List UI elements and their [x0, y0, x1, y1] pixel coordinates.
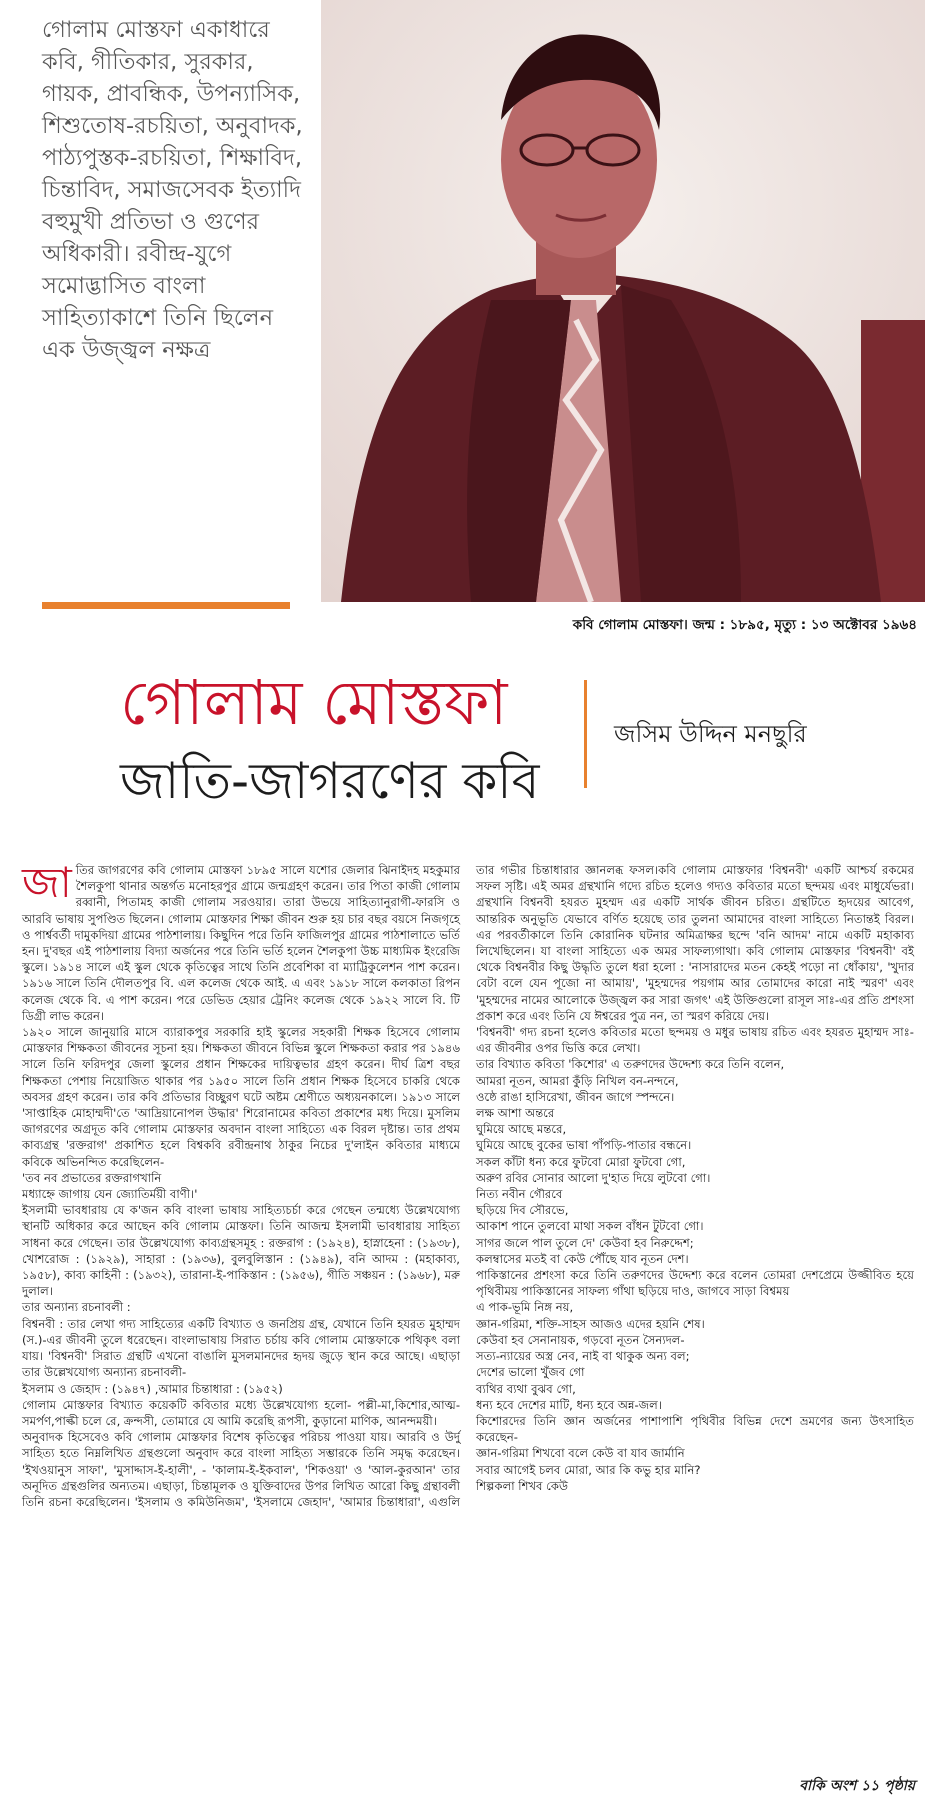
article-paragraph: বিশ্বনবী : তার লেখা গদ্য সাহিত্যের একটি বিখ্যাত ও জনপ্রিয় গ্রন্থ, যেখানে তিনি হযরত মুহাম্মদ (স.)-এর জীবনী তুলে ধরেছেন। বাংলাভাষায় সিরাত চর্চায় কবি গোলাম মোস্তফাকে পথিকৃৎ বলা যায়। 'বিশ্বনবী' সিরাত গ্রন্থটি এখনো বাঙালি মুসলমানদের হৃদয় জুড়ে স্থান করে আছে। এছাড়া তার উল্লেখযোগ্য অন্যান্য রচনাবলী-: [22, 1316, 460, 1380]
verse-line: 'তব নব প্রভাতের রক্তরাগখানি: [22, 1170, 162, 1185]
verse-line: ছড়িয়ে দিব সৌরভে,: [476, 1203, 569, 1218]
verse-line: শিল্পকলা শিখব কেউ: [476, 1478, 569, 1493]
verse-line: লক্ষ আশা অন্তরে: [476, 1106, 555, 1121]
drop-cap: জা: [22, 858, 72, 907]
verse-line: সাগর জলে পাল তুলে দে' কেউবা হব নিরুদ্দেশ;: [476, 1235, 694, 1250]
intro-accent-rule: [42, 602, 290, 609]
verse-line: মধ্যাহ্নে জাগায় যেন জ্যোতির্ময়ী বাণী।': [22, 1187, 198, 1202]
headline-subtitle: জাতি-জাগরণের কবি: [120, 752, 540, 810]
article-paragraph: তার বিখ্যাত কবিতা 'কিশোর' এ তরুণদের উদ্দেশ্য করে তিনি বলেন,: [476, 1057, 785, 1072]
verse-line: সবার আগেই চলব মোরা, আর কি কভু হার মানি?: [476, 1462, 701, 1477]
verse-line: সত্য-ন্যায়ের অস্ত্র নেব, নাই বা থাকুক অন্য বল;: [476, 1349, 690, 1364]
photo-caption: কবি গোলাম মোস্তফা। জন্ম : ১৮৯৫, মৃত্যু : ১৩ অক্টোবর ১৯৬৪: [572, 617, 917, 633]
article-paragraph: অনুবাদক হিসেবেও কবি গোলাম মোস্তফার বিশেষ কৃতিত্বের পরিচয় পাওয়া যায়। আরবি ও উর্দু সাহিত্য হতে নিম্নলিখিত গ্রন্থগুলো অনুবাদ করে বাংলা সাহিত্য সম্ভারকে তিনি সমৃদ্ধ করেছেন। 'ইখওয়ানুস সাফা', 'মুসাদ্দাস-ই-হালী', - 'কালাম-ই-ইকবাল', 'শিকওয়া' ও 'আল-কুরআন' তার অনূদিত গ্রন্থগুলির অন্যতম। এছাড়া, চিন্তামূলক ও যুক্তিবাদের উপর লিখিত আরো কিছু গ্রন্থাবলী তিনি রচনা করেছিলেন। 'ইসলাম ও কমিউনিজম', 'ইসলামে জেহাদ', 'আমার চিন্তাধারা', এগুলি তার গভীর চিন্তাধারার জ্ঞানলব্ধ ফসল।কবি গোলাম মোস্তফার 'বিশ্বনবী' একটি আশ্চর্য রকমের সফল সৃষ্টি। এই অমর গ্রন্থখানি গদ্যে রচিত হলেও গদ্যও কবিতার মতো ছন্দময় এবং মাধুর্যেভরা। গ্রন্থখানি বিশ্বনবী হযরত মুহম্মদ এর একটি সার্থক জীবন চরিত। গ্রন্থটিতে হৃদয়ের আবেগ, আন্তরিক অনুভূতি যেভাবে বর্ণিত হয়েছে তার তুলনা আমাদের বাংলা সাহিত্যে নিতান্তই বিরল। এর পরবর্তীকালে তিনি কোরানিক ঘটনার অমিত্রাক্ষর ছন্দে 'বনি আদম' নামে একটি মহাকাব্য লিখেছিলেন। যা বাংলা সাহিত্যে এক অমর সাফল্যগাথা। কবি গোলাম মোস্তফার 'বিশ্বনবী' বই থেকে বিশ্বনবীর কিছু উদ্ধৃতি তুলে ধরা হলো : 'নাসারাদের মতন কেহই পড়ো না ধোঁকায়', 'খুদার বেটা বলে যেন পূজো না আমায়', 'মুহম্মদের পয়গাম আর তোমাদের কারো নাই স্মরণ' এবং 'মুহম্মদের নামের আলোকে উজ্জ্বল কর সারা জগৎ' এই উক্তিগুলো রাসূল সাঃ-এর প্রতি প্রশংসা প্রকাশ করে এবং তিনি যে ঈশ্বরের পুত্র নন, তা স্মরণ করিয়ে দেয়।: [22, 863, 914, 1509]
article-paragraph: [22, 858, 460, 1024]
article-paragraph: ইসলামী ভাবধারায় যে ক'জন কবি বাংলা ভাষায় সাহিত্যচর্চা করে গেছেন তন্মধ্যে উল্লেখযোগ্য স্থানটি অধিকার করে আছেন কবি গোলাম মোস্তফা। তিনি আজন্ম ইসলামী ভাবধারায় সাহিত্য সাধনা করে গেছেন। তার উল্লেখযোগ্য কাব্যগ্রন্থসমূহ : রক্তরাগ : (১৯২৪), হাস্নাহেনা : (১৯৩৮), খোশরোজ : (১৯২৯), সাহারা : (১৯৩৬), বুলবুলিস্তান : (১৯৪৯), বনি আদম : (মহাকাব্য, ১৯৫৮), কাব্য কাহিনী : (১৯৩২), তারানা-ই-পাকিস্তান : (১৯৫৬), গীতি সঞ্চয়ন : (১৯৬৮), মরু দুলাল।: [22, 1203, 460, 1299]
headline-title: গোলাম মোস্তফা: [120, 666, 508, 739]
verse-line: আমরা নূতন, আমরা কুঁড়ি নিখিল বন-নন্দনে,: [476, 1073, 679, 1088]
verse-line: দেশের ভালো খুঁজব গো: [476, 1365, 585, 1380]
verse-line: এ পাক-ভূমি নিঙ্গ নয়,: [476, 1300, 574, 1315]
verse-line: ঘুমিয়ে আছে বুকের ভাষা পাঁপড়ি-পাতার বন্ধনে।: [476, 1138, 692, 1153]
verse-line: ব্যথির ব্যথা বুঝব গো,: [476, 1381, 576, 1396]
article-body: [22, 858, 914, 1767]
article-paragraph: ১৯২০ সালে জানুয়ারি মাসে ব্যারাকপুর সরকারি হাই স্কুলের সহকারী শিক্ষক হিসেবে গোলাম মোস্তফার শিক্ষকতা জীবনের সূচনা হয়। শিক্ষকতা জীবনে বিভিন্ন স্কুলে শিক্ষকতা করার পর ১৯৪৬ সালে তিনি ফরিদপুর জেলা স্কুলের প্রধান শিক্ষকের দায়িত্বভার গ্রহণ করেন। দীর্ঘ ত্রিশ বছর শিক্ষকতা পেশায় নিয়োজিত থাকার পর ১৯৫০ সালে তিনি প্রধান শিক্ষক হিসেবে চাকরি থেকে অবসর গ্রহণ করেন। তার কবি প্রতিভার বিচ্ছুরণ ঘটে অষ্টম শ্রেণীতে অধ্যয়নকালে। ১৯১৩ সালে 'সাপ্তাহিক মোহাম্মদী'তে 'আদ্রিয়ানোপল উদ্ধার' শিরোনামের কবিতা প্রকাশের মধ্য দিয়ে। মুসলিম জাগরণের অগ্রদূত কবি গোলাম মোস্তফার অবদান বাংলা সাহিত্যে এক বিরল দৃষ্টান্ত। তার প্রথম কাব্যগ্রন্থ 'রক্তরাগ' প্রকাশিত হলে বিশ্বকবি রবীন্দ্রনাথ ঠাকুর নিচের দু'লাইন কবিতার মাধ্যমে কবিকে অভিনন্দিত করেছিলেন-: [22, 1025, 460, 1169]
verse-line: জ্ঞান-গরিমা শিখবো বলে কেউ বা যাব জার্মানি: [476, 1446, 685, 1461]
verse-line: নিত্য নবীন গৌরবে: [476, 1187, 563, 1202]
article-paragraph: ইসলাম ও জেহাদ : (১৯৪৭) ,আমার চিন্তাধারা : (১৯৫২): [22, 1381, 283, 1396]
article-paragraph: 'বিশ্বনবী' গদ্য রচনা হলেও কবিতার মতো ছন্দময় ও মধুর ভাষায় রচিত এবং হযরত মুহাম্মদ সাঃ-এর জীবনীর ওপর ভিত্তি করে লেখা।: [476, 1025, 914, 1056]
article-paragraph: গোলাম মোস্তফার বিখ্যাত কয়েকটি কবিতার মধ্যে উল্লেখযোগ্য হলো- পল্লী-মা,কিশোর,আত্ম-সমর্পণ,পাল্কী চলে রে, ক্রন্দসী, তোমারে যে আমি করেছি রূপসী, কুড়ানো মাণিক, আনন্দময়ী।: [22, 1397, 460, 1428]
verse-line: ধন্য হবে দেশের মাটি, ধন্য হবে অন্ন-জল।: [476, 1397, 662, 1412]
article-paragraph-text: তির জাগরণের কবি গোলাম মোস্তফা ১৮৯৫ সালে যশোর জেলার ঝিনাইদহ মহকুমার শৈলকুপা থানার অন্তর্গত মনোহরপুর গ্রামে জন্মগ্রহণ করেন। তার পিতা কাজী গোলাম রব্বানী, পিতামহ কাজী গোলাম সরওয়ার। তারা উভয়ে সাহিত্যানুরাগী-ফারসি ও আরবি ভাষায় সুপণ্ডিত ছিলেন। গোলাম মোস্তফার শিক্ষা জীবন শুরু হয় চার বছর বয়সে নিজগৃহে ও পার্শ্ববর্তী দামুকদিয়া গ্রামের পাঠশালায়। কিছুদিন পরে তিনি ফাজিলপুর গ্রামের পাঠশালাতে ভর্তি হন। দু'বছর এই পাঠশালায় বিদ্যা অর্জনের পরে তিনি ভর্তি হলেন শৈলকুপা উচ্চ মাধ্যমিক ইংরেজি স্কুলে। ১৯১৪ সালে এই স্কুল থেকে কৃতিত্বের সাথে তিনি প্রবেশিকা বা ম্যাট্রিকুলেশন পাশ করেন। ১৯১৬ সালে তিনি দৌলতপুর বি. এল কলেজ থেকে আই. এ এবং ১৯১৮ সালে কলকাতা রিপন কলেজ থেকে বি. এ পাশ করেন। পরে ডেভিড হেয়ার ট্রেনিং কলেজ থেকে ১৯২২ সালে বি. টি ডিগ্রী লাভ করেন।: [22, 863, 460, 1023]
verse-line: কলম্বাসের মতই বা কেউ পৌঁছে যাব নূতন দেশ।: [476, 1251, 689, 1266]
verse-line: ওষ্ঠে রাঙা হাসিরেখা, জীবন জাগে স্পন্দনে।: [476, 1089, 675, 1104]
verse-line: সকল কাঁটা ধন্য করে ফুটবো মোরা ফুটবো গো,: [476, 1154, 686, 1169]
article-paragraph: কিশোরদের তিনি জ্ঞান অর্জনের পাশাপাশি পৃথিবীর বিভিন্ন দেশে ভ্রমণের জন্য উৎসাহিত করেছেন-: [476, 1413, 914, 1445]
verse-line: জ্ঞান-গরিমা, শক্তি-সাহস আজও এদের হয়নি শেষ।: [476, 1316, 705, 1331]
article-paragraph: তার অন্যান্য রচনাবলী :: [22, 1300, 131, 1315]
article-paragraph: পাকিস্তানের প্রশংসা করে তিনি তরুণদের উদ্দেশ্য করে বলেন তোমরা দেশপ্রেমে উজ্জীবিত হয়ে পৃথিবীময় পাকিস্তানের সাফল্য গাঁথা ছড়িয়ে দাও, জাগবে সাড়া বিশ্বময়: [476, 1268, 914, 1299]
continued-on-page-note: বাকি অংশ ১১ পৃষ্ঠায়: [799, 1778, 915, 1794]
intro-text: গোলাম মোস্তফা একাধারে কবি, গীতিকার, সুরকার, গায়ক, প্রাবন্ধিক, উপন্যাসিক, শিশুতোষ-রচয়িতা, অনুবাদক, পাঠ্যপুস্তক-রচয়িতা, শিক্ষাবিদ, চিন্তাবিদ, সমাজসেবক ইত্যাদি বহুমুখী প্রতিভা ও গুণের অধিকারী। রবীন্দ্র-যুগে সমোদ্ভাসিত বাংলা সাহিত্যাকাশে তিনি ছিলেন এক উজ্জ্বল নক্ষত্র: [42, 17, 303, 363]
author-byline: জসিম উদ্দিন মনছুরি: [614, 720, 807, 748]
verse-line: অরুণ রবির সোনার আলো দু'হাত দিয়ে লুটবো গো।: [476, 1170, 711, 1185]
headline-divider: [584, 680, 587, 788]
verse-line: কেউবা হব সেনানায়ক, গড়বো নূতন সৈন্যদল-: [476, 1332, 685, 1347]
verse-line: ঘুমিয়ে আছে মন্তরে,: [476, 1122, 567, 1137]
verse-line: আকাশ পানে তুলবো মাথা সকল বাঁধন টুটবো গো।: [476, 1219, 704, 1234]
poet-portrait-photo: [321, 0, 925, 602]
